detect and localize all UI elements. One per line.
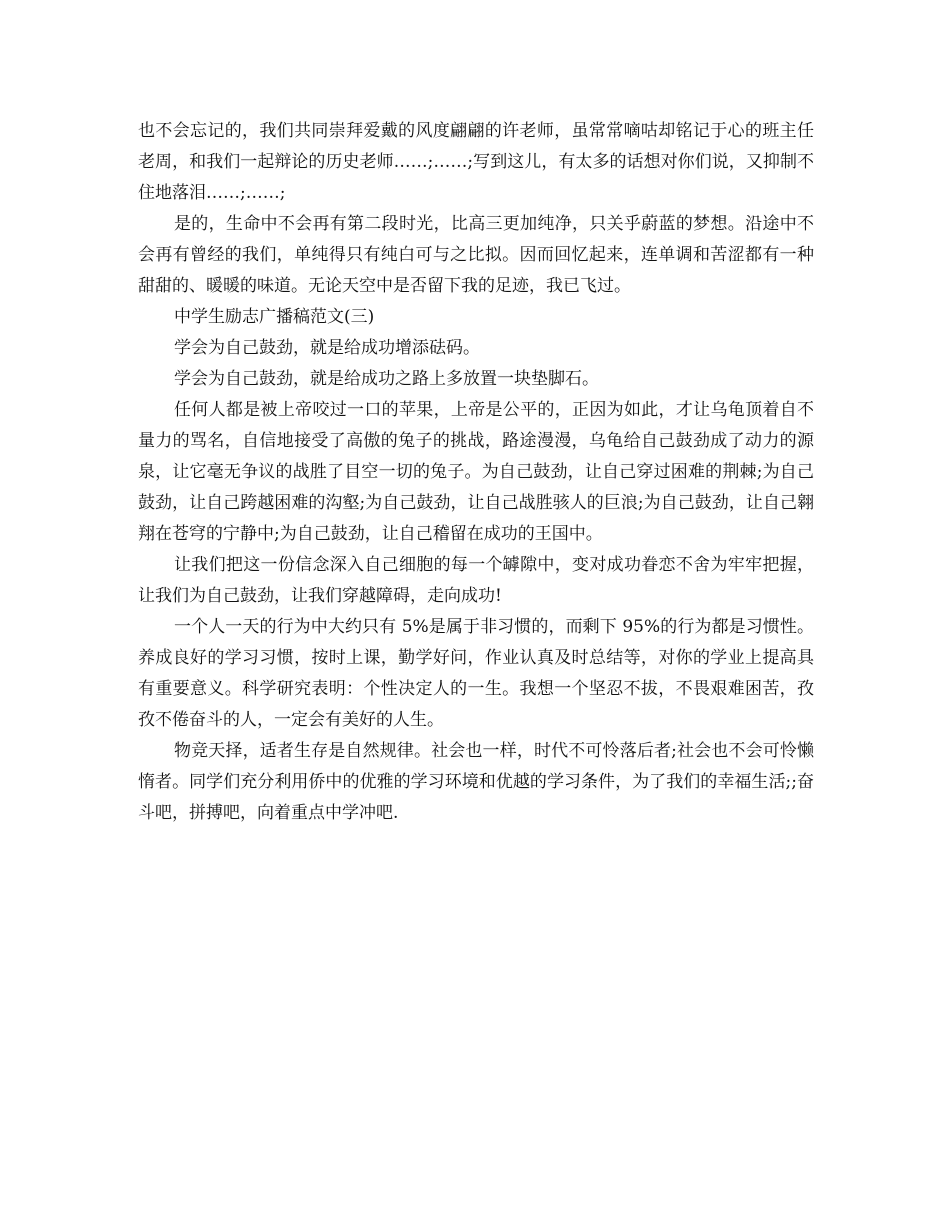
paragraph-9: 物竞天择，适者生存是自然规律。社会也一样，时代不可怜落后者;社会也不会可怜懒惰者。同学们充分利用侨中的优雅的学习环境和优越的学习条件，为了我们的幸福生活;;奋斗吧，拼搏吧，向着重点中学冲吧. — [138, 741, 814, 823]
document-body — [138, 116, 814, 829]
paragraph-8: 一个人一天的行为中大约只有 5%是属于非习惯的，而剩下 95%的行为都是习惯性。养成良好的学习习惯，按时上课，勤学好问，作业认真及时总结等，对你的学业上提高具有重要意义。科学研究表明：个性决定人的一生。我想一个坚忍不拔，不畏艰难困苦，孜孜不倦奋斗的人，一定会有美好的人生。 — [138, 617, 814, 730]
paragraph-4: 学会为自己鼓劲，就是给成功增添砝码。 — [174, 338, 480, 358]
paragraph-7: 让我们把这一份信念深入自己细胞的每一个罅隙中，变对成功眷恋不舍为牢牢把握，让我们为自己鼓劲，让我们穿越障碍，走向成功! — [138, 555, 814, 606]
paragraph-5: 学会为自己鼓劲，就是给成功之路上多放置一块垫脚石。 — [174, 369, 599, 389]
section-heading: 中学生励志广播稿范文(三) — [174, 307, 375, 327]
paragraph-6: 任何人都是被上帝咬过一口的苹果，上帝是公平的，正因为如此，才让乌龟顶着自不量力的骂名，自信地接受了高傲的兔子的挑战，路途漫漫，乌龟给自己鼓劲成了动力的源泉，让它毫无争议的战胜了目空一切的兔子。为自己鼓劲，让自己穿过困难的荆棘;为自己鼓劲，让自己跨越困难的沟壑;为自己鼓劲，让自己战胜骇人的巨浪;为自己鼓劲，让自己翱翔在苍穹的宁静中;为自己鼓劲，让自己稽留在成功的王国中。 — [138, 400, 814, 544]
paragraph-1: 也不会忘记的，我们共同崇拜爱戴的风度翩翩的许老师，虽常常嘀咕却铭记于心的班主任老周，和我们一起辩论的历史老师……;……;写到这儿，有太多的话想对你们说，又抑制不住地落泪……;……; — [138, 121, 814, 203]
paragraph-2: 是的，生命中不会再有第二段时光，比高三更加纯净，只关乎蔚蓝的梦想。沿途中不会再有曾经的我们，单纯得只有纯白可与之比拟。因而回忆起来，连单调和苦涩都有一种甜甜的、暖暖的味道。无论天空中是否留下我的足迹，我已飞过。 — [138, 214, 814, 296]
